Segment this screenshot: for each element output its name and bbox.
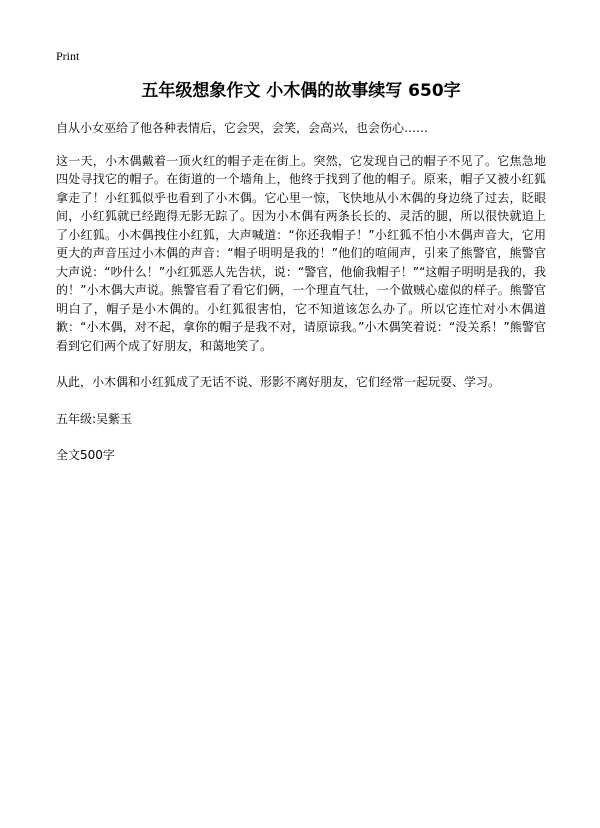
intro-paragraph: 自从小女巫给了他各种表情后，它会哭，会笑，会高兴，也会伤心……	[56, 121, 429, 135]
article-body	[56, 119, 546, 483]
conclusion-paragraph: 从此，小木偶和小红狐成了无话不说、形影不离好朋友，它们经常一起玩耍、学习。	[56, 375, 501, 389]
story-paragraph: 这一天，小木偶戴着一顶火红的帽子走在街上。突然，它发现自己的帽子不见了。它焦急地四处寻找它的帽子。在街道的一个墙角上，他终于找到了他的帽子。原来，帽子又被小红狐拿走了！小红狐似乎也看到了小木偶。它心里一惊，飞快地从小木偶的身边绕了过去，眨眼间，小红狐就已经跑得无影无踪了。因为小木偶有两条长长的、灵活的腿，所以很快就追上了小红狐。小木偶拽住小红狐，大声喊道：“你还我帽子！”小红狐不怕小木偶声音大，它用更大的声音压过小木偶的声音：“帽子明明是我的！”他们的喧闹声，引来了熊警官，熊警官大声说：“吵什么！”小红狐恶人先告状，说：“警官，他偷我帽子！”“这帽子明明是我的，我的！”小木偶大声说。熊警官看了看它们俩，一个理直气壮，一个做贼心虚似的样子。熊警官明白了，帽子是小木偶的。小红狐很害怕，它不知道该怎么办了。所以它连忙对小木偶道歉：“小木偶，对不起，拿你的帽子是我不对，请原谅我。”小木偶笑着说：“没关系！”熊警官看到它们两个成了好朋友，和蔼地笑了。	[56, 153, 546, 353]
print-link[interactable]: Print	[56, 49, 80, 63]
page-title: 五年级想象作文 小木偶的故事续写 650字	[141, 81, 461, 101]
word-count: 全文500字	[56, 448, 115, 462]
author-line: 五年级:吴紫玉	[56, 411, 133, 426]
